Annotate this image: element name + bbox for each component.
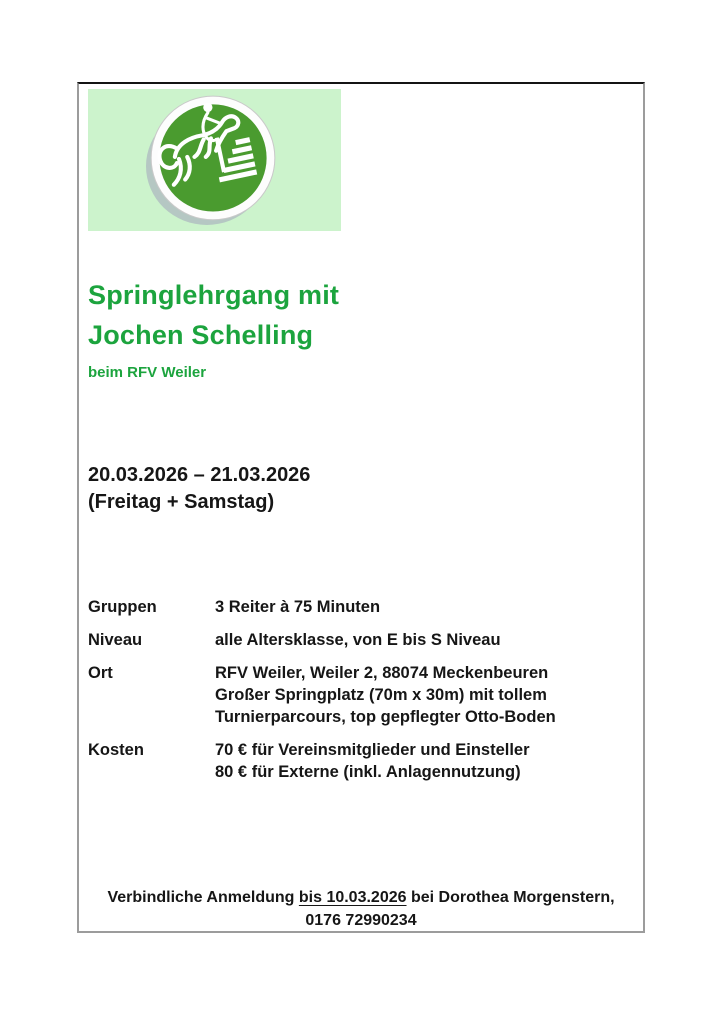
detail-line: RFV Weiler, Weiler 2, 88074 Meckenbeuren (215, 664, 549, 682)
detail-row-niveau (88, 629, 556, 651)
flyer-title-line1: Springlehrgang mit (88, 280, 340, 310)
detail-line: 70 € für Vereinsmitglieder und Einsteller (215, 741, 530, 759)
horse-jump-logo-icon (146, 93, 280, 227)
detail-row-ort (88, 662, 556, 728)
detail-line: Großer Springplatz (70m x 30m) mit tollem (215, 686, 547, 704)
detail-label: Kosten (88, 741, 144, 759)
registration-line1 (79, 886, 643, 909)
registration-suffix: bei Dorothea Morgenstern, (406, 889, 615, 906)
detail-row-gruppen (88, 596, 556, 618)
registration-note (79, 886, 643, 932)
detail-row-kosten (88, 739, 556, 783)
flyer-title-line2: Jochen Schelling (88, 320, 314, 350)
detail-label: Ort (88, 664, 113, 682)
details-table (88, 596, 556, 794)
flyer-subtitle: beim RFV Weiler (88, 364, 207, 381)
event-date-days: (Freitag + Samstag) (88, 491, 275, 513)
event-date-range: 20.03.2026 – 21.03.2026 (88, 464, 311, 486)
phone-number: 0176 72990234 (305, 912, 417, 929)
detail-line: 3 Reiter à 75 Minuten (215, 598, 381, 616)
flyer-page (77, 82, 645, 933)
detail-label: Niveau (88, 631, 143, 649)
club-logo-banner (88, 89, 341, 231)
detail-label: Gruppen (88, 598, 157, 616)
flyer-title (88, 275, 339, 355)
detail-line: alle Altersklasse, von E bis S Niveau (215, 631, 501, 649)
detail-line: Turnierparcours, top gepflegter Otto-Boden (215, 708, 556, 726)
event-dates (88, 462, 310, 516)
registration-deadline: bis 10.03.2026 (298, 889, 407, 906)
detail-line: 80 € für Externe (inkl. Anlagennutzung) (215, 763, 521, 781)
registration-prefix: Verbindliche Anmeldung (107, 889, 299, 906)
